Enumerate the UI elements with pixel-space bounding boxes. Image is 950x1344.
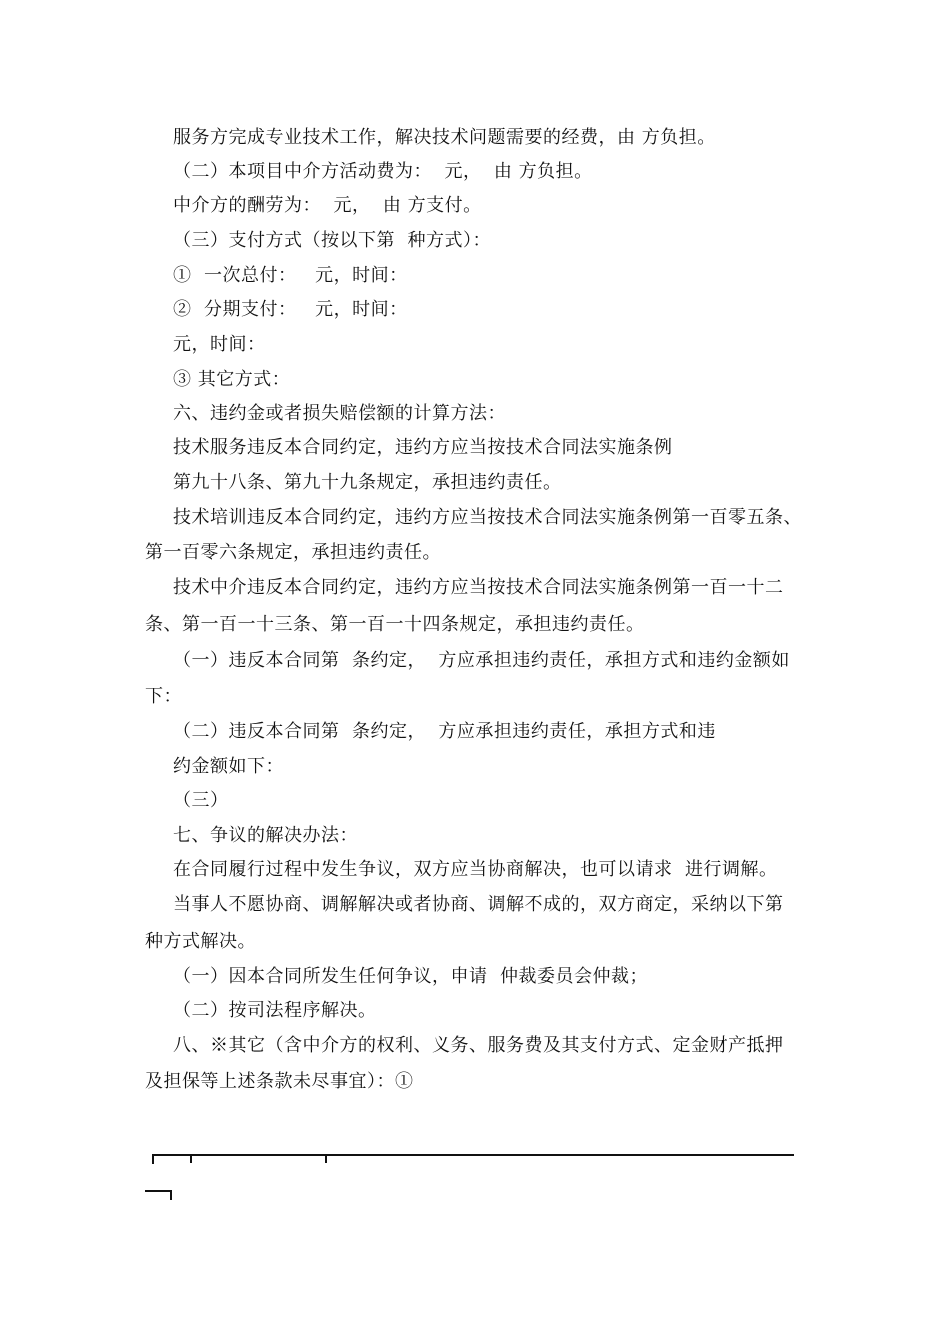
paragraph-line: 元，时间：	[173, 334, 266, 355]
paragraph-line: ③ 其它方式：	[173, 369, 291, 390]
paragraph-line: 种方式解决。	[145, 931, 256, 952]
paragraph-line: （一）因本合同所发生任何争议，申请 仲裁委员会仲裁；	[173, 966, 648, 987]
table-border-tick	[170, 1190, 172, 1200]
table-border-tick	[152, 1154, 154, 1164]
paragraph-line: （二）按司法程序解决。	[173, 1000, 377, 1021]
paragraph-line: （三）支付方式（按以下第 种方式）：	[173, 230, 491, 251]
section-heading: 八、※其它（含中介方的权利、义务、服务费及其支付方式、定金财产抵押	[173, 1035, 784, 1056]
table-border-horizontal	[145, 1190, 172, 1192]
paragraph-line: （三）	[173, 790, 229, 811]
paragraph-line: 在合同履行过程中发生争议，双方应当协商解决，也可以请求 进行调解。	[173, 859, 778, 880]
table-border-tick	[190, 1154, 192, 1163]
paragraph-line: 技术中介违反本合同约定，违约方应当按技术合同法实施条例第一百一十二	[173, 577, 784, 598]
paragraph-line: 技术培训违反本合同约定，违约方应当按技术合同法实施条例第一百零五条、	[173, 507, 802, 528]
section-heading: 七、争议的解决办法：	[173, 825, 358, 846]
paragraph-line: 及担保等上述条款未尽事宜）：①	[145, 1071, 414, 1092]
paragraph-line: 条、第一百一十三条、第一百一十四条规定，承担违约责任。	[145, 614, 645, 635]
paragraph-line: （二）本项目中介方活动费为： 元， 由 方负担。	[173, 161, 593, 182]
paragraph-line: 约金额如下：	[173, 756, 284, 777]
paragraph-line: ② 分期支付： 元，时间：	[173, 299, 408, 320]
paragraph-line: 第一百零六条规定，承担违约责任。	[145, 542, 441, 563]
table-border-horizontal	[152, 1154, 794, 1156]
paragraph-line: 下：	[145, 686, 182, 707]
paragraph-line: 当事人不愿协商、调解解决或者协商、调解不成的，双方商定，采纳以下第	[173, 894, 784, 915]
paragraph-line: （一）违反本合同第 条约定， 方应承担违约责任，承担方式和违约金额如	[173, 650, 790, 671]
paragraph-line: 第九十八条、第九十九条规定，承担违约责任。	[173, 472, 562, 493]
paragraph-line: 服务方完成专业技术工作，解决技术问题需要的经费，由 方负担。	[173, 127, 716, 148]
section-heading: 六、违约金或者损失赔偿额的计算方法：	[173, 403, 506, 424]
table-border-tick	[325, 1154, 327, 1163]
paragraph-line: （二）违反本合同第 条约定， 方应承担违约责任，承担方式和违	[173, 721, 716, 742]
paragraph-line: ① 一次总付： 元，时间：	[173, 265, 408, 286]
paragraph-line: 技术服务违反本合同约定，违约方应当按技术合同法实施条例	[173, 437, 673, 458]
paragraph-line: 中介方的酬劳为： 元， 由 方支付。	[173, 195, 482, 216]
